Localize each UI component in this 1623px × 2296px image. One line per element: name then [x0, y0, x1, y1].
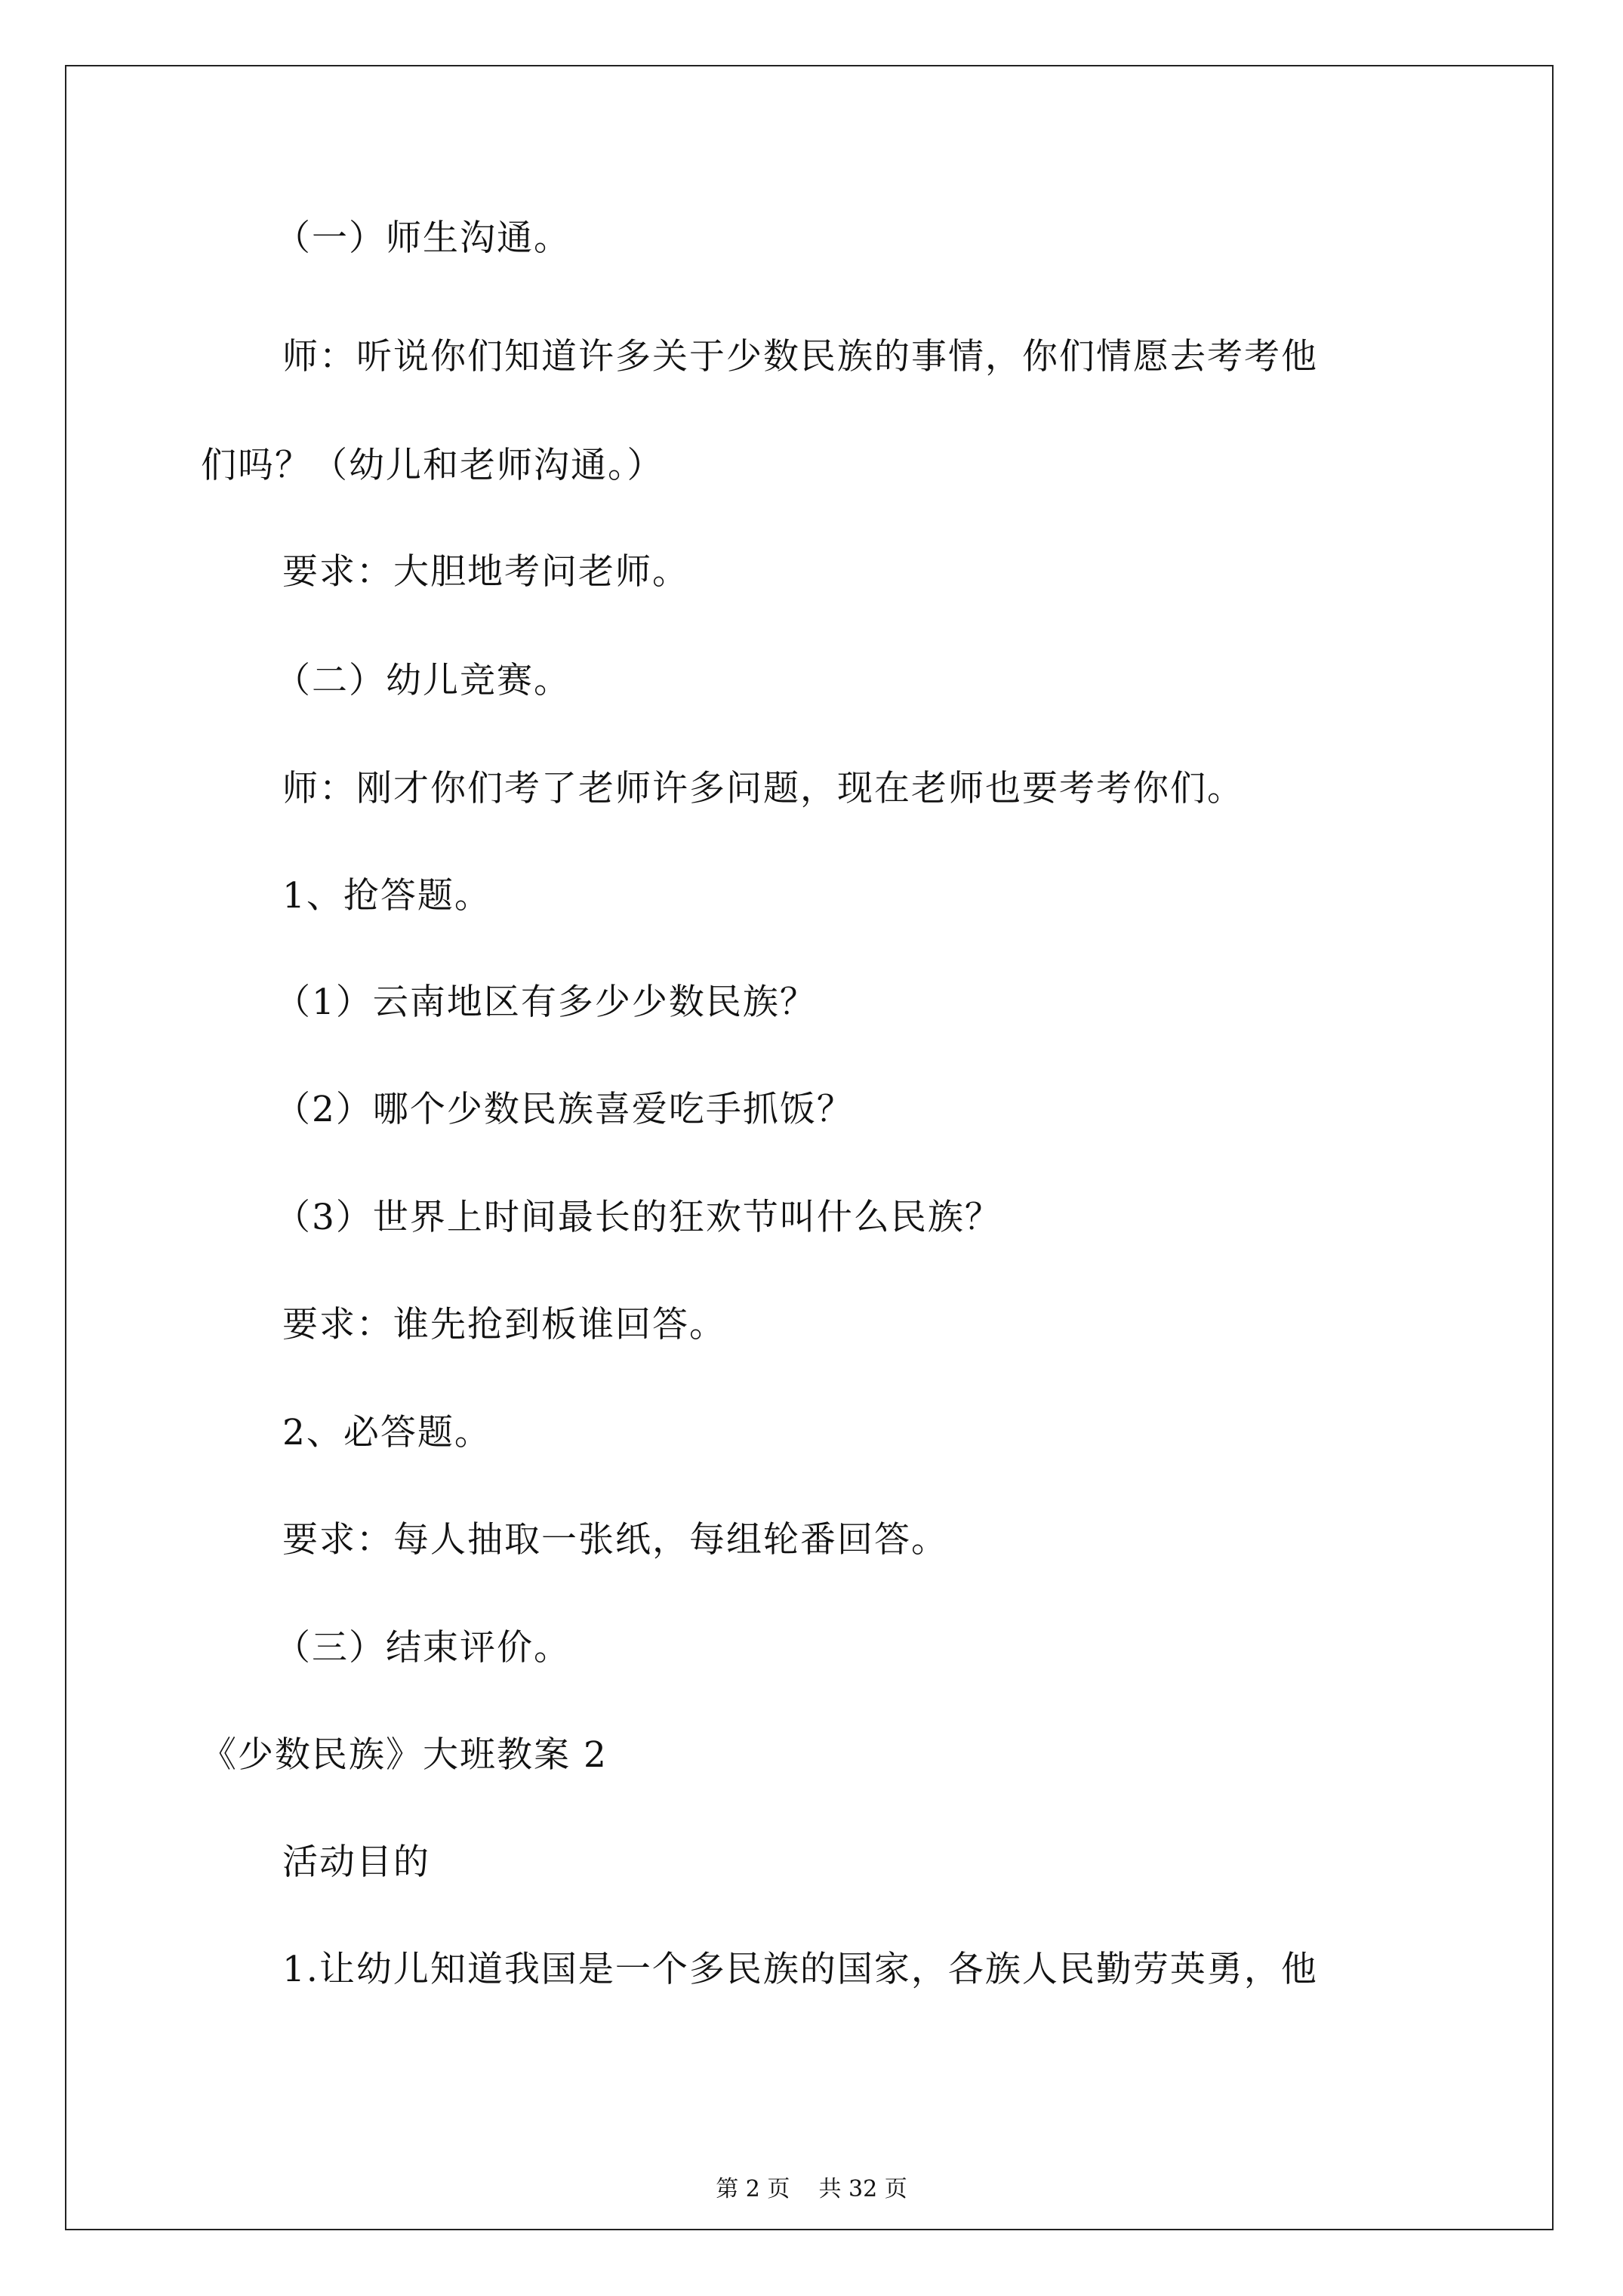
- paragraph-7: 1、抢答题。: [282, 875, 491, 917]
- paragraph-3: 们吗？（幼儿和老师沟通。）: [201, 445, 664, 486]
- paragraph-2: 师：听说你们知道许多关于少数民族的事情，你们情愿去考考他: [282, 336, 1318, 378]
- paragraph-13: 要求：每人抽取一张纸，每组轮番回答。: [282, 1519, 948, 1561]
- paragraph-12: 2、必答题。: [282, 1412, 491, 1453]
- page-border: [65, 65, 1554, 2230]
- paragraph-1: （一）师生沟通。: [275, 217, 571, 259]
- paragraph-14: （三）结束评价。: [275, 1627, 571, 1669]
- page-footer: 第 2 页 共 32 页: [716, 2176, 907, 2202]
- paragraph-9: （2）哪个少数民族喜爱吃手抓饭？: [275, 1089, 854, 1130]
- paragraph-4: 要求：大胆地考问老师。: [282, 551, 689, 593]
- paragraph-5: （二）幼儿竞赛。: [275, 660, 571, 701]
- paragraph-10: （3）世界上时间最长的狂欢节叫什么民族？: [275, 1197, 1002, 1238]
- paragraph-17: 1.让幼儿知道我国是一个多民族的国家，各族人民勤劳英勇，他: [282, 1949, 1318, 1990]
- paragraph-6: 师：刚才你们考了老师许多问题，现在老师也要考考你们。: [282, 768, 1244, 809]
- paragraph-16: 活动目的: [282, 1841, 430, 1883]
- paragraph-11: 要求：谁先抢到板谁回答。: [282, 1304, 726, 1345]
- paragraph-8: （1）云南地区有多少少数民族？: [275, 982, 817, 1023]
- section-heading: 《少数民族》大班教案 2: [201, 1734, 608, 1776]
